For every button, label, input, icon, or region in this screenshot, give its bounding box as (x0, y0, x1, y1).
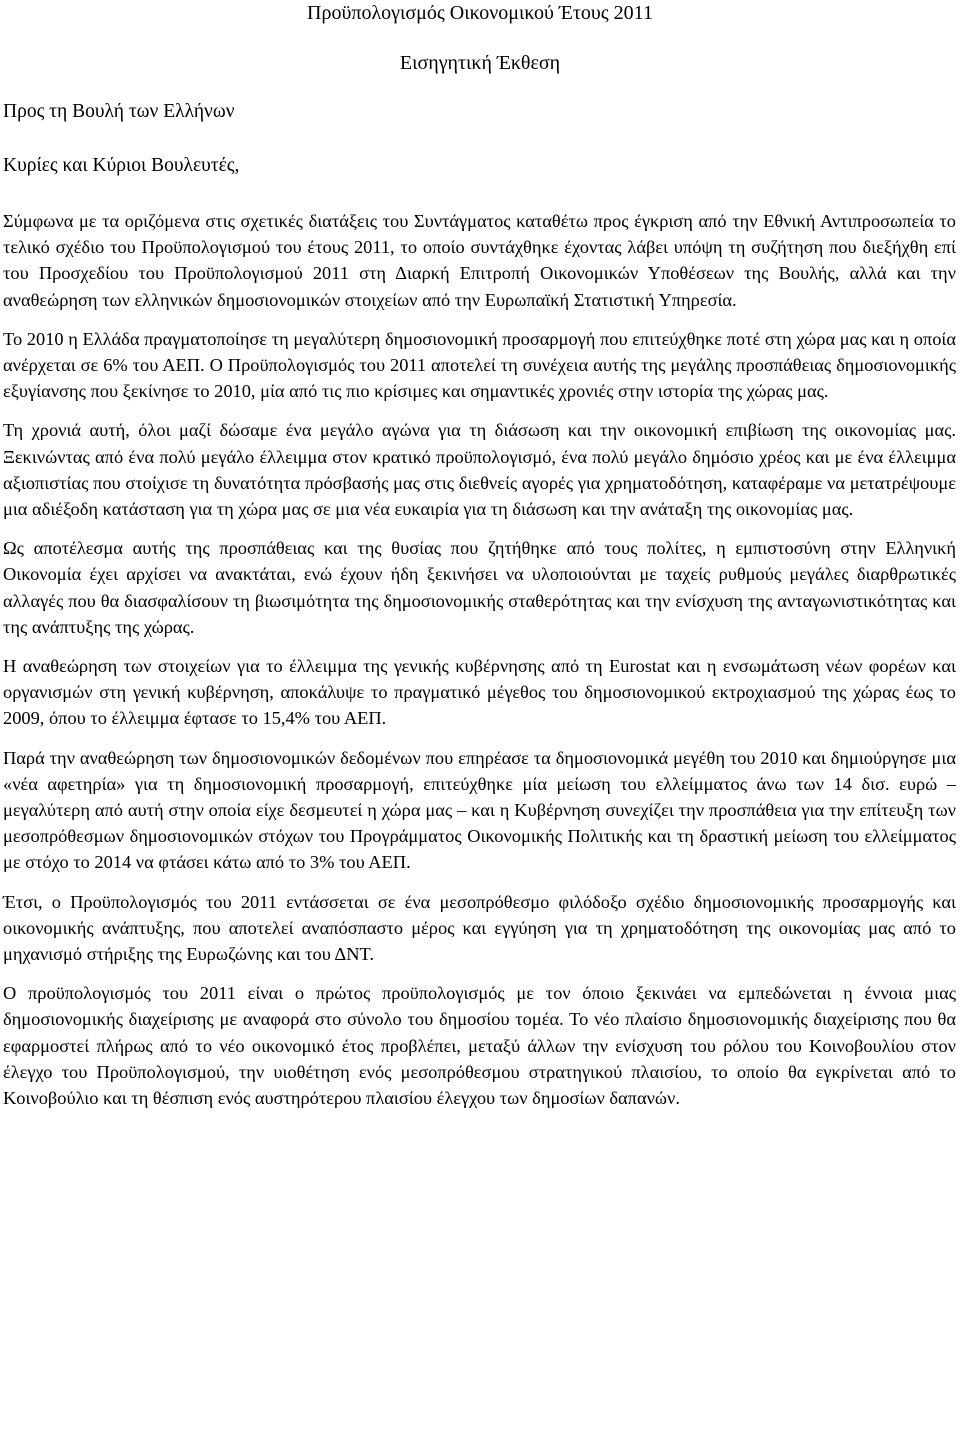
document-title: Προϋπολογισμός Οικονομικού Έτους 2011 (307, 2, 653, 24)
paragraph: Η αναθεώρηση των στοιχείων για το έλλειμμα της γενικής κυβέρνησης από τη Eurostat και η ενσωμάτωση νέων φορέων και οργανισμών στη γενική κυβέρνηση, αποκάλυψε το πραγματικό μέγεθος του δημοσιονομικού εκτροχιασμού της χώρας έως το 2009, όπου το έλλειμμα έφτασε το 15,4% του ΑΕΠ. (3, 656, 956, 729)
salutation-addressee: Προς τη Βουλή των Ελλήνων (3, 101, 235, 122)
paragraph: Ο προϋπολογισμός του 2011 είναι ο πρώτος προϋπολογισμός με τον όποιο ξεκινάει να εμπεδώνεται η έννοια μιας δημοσιονομικής διαχείρισης με αναφορά στο σύνολο του δημοσίου τομέα. Το νέο πλαίσιο δημοσιονομικής διαχείρισης που θα εφαρμοστεί πλήρως από το νέο οικονομικό έτος προβλέπει, μεταξύ άλλων την ενίσχυση του ρόλου του Κοινοβουλίου στον έλεγχο του Προϋπολογισμού, την υιοθέτηση ενός μεσοπρόθεσμου στρατηγικού πλαισίου, το οποίο θα εγκρίνεται από το Κοινοβούλιο και τη θέσπιση ενός αυστηρότερου πλαισίου έλεγχου των δημοσίων δαπανών. (3, 983, 956, 1109)
paragraph: Τη χρονιά αυτή, όλοι μαζί δώσαμε ένα μεγάλο αγώνα για τη διάσωση και την οικονομική επιβίωση της οικονομίας μας. Ξεκινώντας από ένα πολύ μεγάλο έλλειμμα στον κρατικό προϋπολογισμό, ένα πολύ μεγάλο δημόσιο χρέος και με ένα έλλειμμα αξιοπιστίας που στοίχισε τη δυνατότητα πρόσβασής μας στις διεθνείς αγορές για χρηματοδότηση, καταφέραμε να μετατρέψουμε μια αδιέξοδη κατάσταση για τη χώρα μας σε μια νέα ευκαιρία για τη διάσωση και την ανάταξη της οικονομίας μας. (3, 420, 956, 520)
document-subtitle: Εισηγητική Έκθεση (399, 52, 561, 74)
paragraph: Ως αποτέλεσμα αυτής της προσπάθειας και της θυσίας που ζητήθηκε από τους πολίτες, η εμπιστοσύνη στην Ελληνική Οικονομία έχει αρχίσει να ανακτάται, ενώ έχουν ήδη ξεκινήσει να υλοποιούνται με ταχείς ρυθμούς μεγάλες διαρθρωτικές αλλαγές που θα διασφαλίσουν τη βιωσιμότητα της δημοσιονομικής σταθερότητας και την ενίσχυση της ανταγωνιστικότητας και της ανάπτυξης της χώρας. (3, 538, 956, 637)
paragraph: Το 2010 η Ελλάδα πραγματοποίησε τη μεγαλύτερη δημοσιονομική προσαρμογή που επιτεύχθηκε ποτέ στη χώρα μας και η οποία ανέρχεται σε 6% του ΑΕΠ. Ο Προϋπολογισμός του 2011 αποτελεί τη συνέχεια αυτής της μεγάλης προσπάθειας δημοσιονομικής εξυγίανσης που ξεκίνησε το 2010, μία από τις πιο κρίσιμες και σημαντικές χρονιές στην ιστορία της χώρας μας. (3, 328, 956, 402)
paragraph: Παρά την αναθεώρηση των δημοσιονομικών δεδομένων που επηρέασε τα δημοσιονομικά μεγέθη του 2010 και δημιούργησε μια «νέα αφετηρία» για τη δημοσιονομική προσαρμογή, επιτεύχθηκε μία μείωση του ελλείμματος άνω των 14 δισ. ευρώ – μεγαλύτερη από αυτή στην οποία είχε δεσμευτεί η χώρα μας – και η Κυβέρνηση συνεχίζει την προσπάθεια για την επίτευξη των μεσοπρόθεσμων δημοσιονομικών στόχων του Προγράμματος Οικονομικής Πολιτικής και τη δραστική μείωση του ελλείμματος με στόχο το 2014 να φτάσει κάτω από το 3% του ΑΕΠ. (3, 747, 956, 873)
document-body (3, 208, 956, 1124)
paragraph: Έτσι, ο Προϋπολογισμός του 2011 εντάσσεται σε ένα μεσοπρόθεσμο φιλόδοξο σχέδιο δημοσιονομικής προσαρμογής και οικονομικής ανάπτυξης, που αποτελεί αναπόσπαστο μέρος και εγγύηση για τη χρηματοδότηση της οικονομίας μας από το μηχανισμό στήριξης της Ευρωζώνης και του ΔΝΤ. (3, 891, 956, 965)
salutation-greeting: Κυρίες και Κύριοι Βουλευτές, (3, 155, 240, 176)
paragraph: Σύμφωνα με τα οριζόμενα στις σχετικές διατάξεις του Συντάγματος καταθέτω προς έγκριση από την Εθνική Αντιπροσωπεία το τελικό σχέδιο του Προϋπολογισμού του έτους 2011, το οποίο συντάχθηκε έχοντας λάβει υπόψη τη συζήτηση που διεξήχθη επί του Προσχεδίου του Προϋπολογισμού 2011 στη Διαρκή Επιτροπή Οικονομικών Υποθέσεων της Βουλής, αλλά και την αναθεώρηση των ελληνικών δημοσιονομικών στοιχείων από την Ευρωπαϊκή Στατιστική Υπηρεσία. (3, 211, 956, 310)
